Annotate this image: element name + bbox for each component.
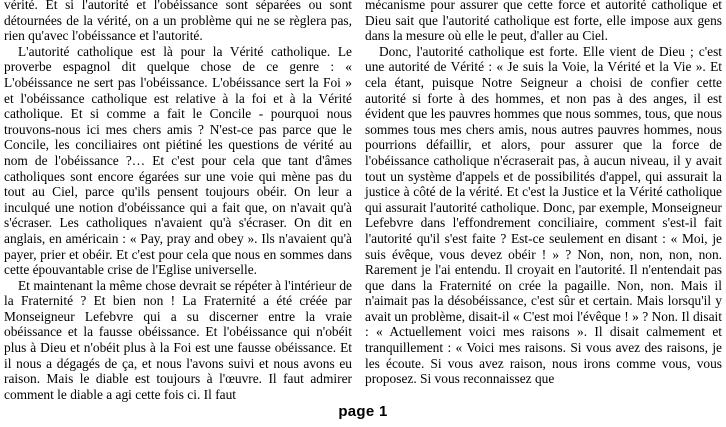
left-text-column [4,0,352,402]
paragraph: vérité. Et si l'autorité et l'obéissance sont séparées ou sont détournées de la vérité, on a un problème qui ne se règlera pas, rien qu'avec l'obéissance et l'autorité. [4,0,352,44]
right-text-column [365,0,722,387]
paragraph: L'autorité catholique est là pour la Vérité catholique. Le proverbe espagnol dit quelque chose de ce genre : « L'obéissance ne sert pas l'obéissance. L'obéissance sert la Foi » et l'obéissance catholique est relative à la foi et à la Vérité catholique. Et si comme a fait le Concile - pourquoi nous trouvons-nous ici mes chers amis ? N'est-ce pas parce que le Concile, les conciliaires ont piétiné les questions de vérité au nom de l'obéissance ?… Et c'est pour cela que tant d'âmes catholiques sont encore égarées sur une voie qui mène pas du tout au Ciel, parce qu'ils pensent toujours obéir. On leur a inculqué une notion d'obéissance qui a fait que, on n'avait qu'à s'écraser. Les catholiques n'avaient qu'à s'écraser. On dit en anglais, en américain : « Pay, pray and obey ». Ils n'avaient qu'à payer, prier et obéir. Et c'est pour cela que nous en sommes dans cette épouvantable crise de l'Eglise universelle. [4,43,352,278]
paragraph: mécanisme pour assurer que cette force et autorité catholique et Dieu sait que l'autorité catholique est forte, elle impose aux gens dans la mesure où elle le peut, d'aller au Ciel. [365,0,722,44]
paragraph: Donc, l'autorité catholique est forte. Elle vient de Dieu ; c'est une autorité de Vérité : « Je suis la Voie, la Vérité et la Vie ». Et cela étant, puisque Notre Seigneur a choisi de confier cette autorité si forte à des hommes, et non pas à des anges, il est évident que les pauvres hommes que nous sommes, tous, que nous sommes tous mes chers amis, nous autres pauvres hommes, nous pourrions défaillir, et alors, pour assurer que la force de l'obéissance catholique n'écraserait pas, à aucun niveau, il y avait tout un système d'appels et de possibilités d'appel, qui assurait la justice à côté de la vérité. Et c'est la Justice et la Vérité catholique qui assurait l'autorité catholique. Donc, par exemple, Monseigneur Lefebvre dans l'effondrement conciliaire, comment s'est-il fait l'autorité qu'il s'est faite ? Est-ce seulement en disant : « Moi, je suis évêque, vous devez obéir ! » ? Non, non, non, non, non. Rarement je l'ai entendu. Il croyait en l'autorité. Il n'entendait pas que dans la Fraternité on crée la pagaille. Non, non. Mais il n'aimait pas la désobéissance, c'est sûr et certain. Mais lorsqu'il y avait un problème, disait-il « C'est moi l'évêque ! » ? Non. Il disait : « Actuellement voici mes raisons ». Il disait calmement et tranquillement : « Voici mes raisons. Si vous avez des raisons, je les écoute. Si vous avez raison, nous irons comme vous, vous proposez. Si vous reconnaissez que [365,43,722,387]
page-number: page 1 [338,403,388,420]
paragraph: Et maintenant la même chose devrait se répéter à l'intérieur de la Fraternité ? Et bien non ! La Fraternité a été créée par Monseigneur Lefebvre qui a su discerner entre la vraie obéissance et la fausse obéissance. Et l'obéissance qui n'obéit plus à Dieu et n'obéit plus à la Foi est une fausse obéissance. Et il nous a dégagés de ça, et nous l'avons suivi et nous avons eu raison. Mais le diable est toujours à l'œuvre. Il faut admirer comment le diable a agi cette fois ci. Il faut [4,277,352,402]
